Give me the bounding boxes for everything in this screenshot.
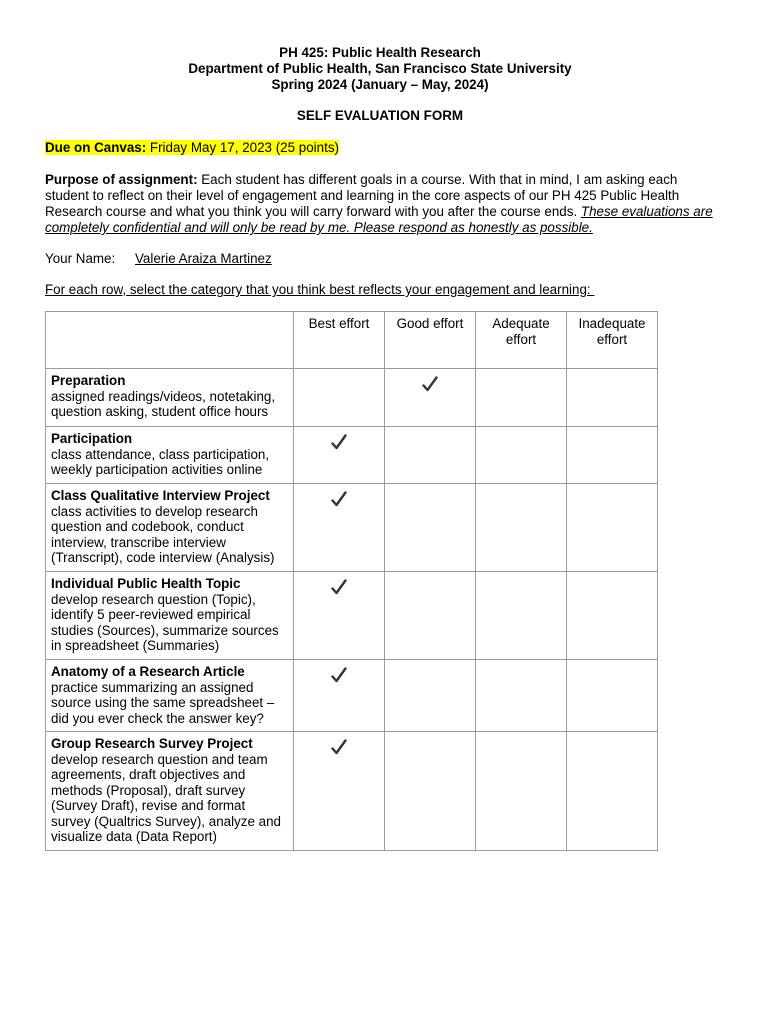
column-header-adequate: Adequate effort bbox=[476, 312, 567, 369]
column-header-best: Best effort bbox=[294, 312, 385, 369]
table-row bbox=[46, 484, 658, 572]
document-header bbox=[45, 45, 715, 93]
due-line bbox=[45, 140, 715, 156]
due-label: Due on Canvas: bbox=[45, 140, 147, 155]
rating-cell-adequate[interactable] bbox=[476, 732, 567, 851]
rating-cell-adequate[interactable] bbox=[476, 660, 567, 732]
purpose-text: Each student has different goals in a course. With that in mind, I am asking each student to reflect on their level of engagement and learning in the core aspects of our PH 425 Public Health Research course and what you think you will carry forward with you after the course ends. bbox=[45, 172, 680, 219]
purpose-paragraph bbox=[45, 172, 715, 236]
rating-cell-best[interactable] bbox=[294, 732, 385, 851]
due-value: Friday May 17, 2023 (25 points) bbox=[146, 140, 339, 155]
purpose-label: Purpose of assignment: bbox=[45, 172, 198, 187]
department-name: Department of Public Health, San Francisco State University bbox=[188, 61, 572, 76]
document-page bbox=[45, 45, 715, 298]
table-row bbox=[46, 427, 658, 484]
confidentiality-note: These evaluations are completely confidential and will only be read by me. Please respond as honestly as possible. bbox=[45, 204, 713, 235]
category-title: Preparation bbox=[51, 373, 126, 388]
rating-cell-inadequate[interactable] bbox=[567, 484, 658, 572]
rating-cell-good[interactable] bbox=[385, 572, 476, 660]
rating-cell-inadequate[interactable] bbox=[567, 732, 658, 851]
category-title: Anatomy of a Research Article bbox=[51, 664, 245, 679]
table-row bbox=[46, 732, 658, 851]
category-description: develop research question (Topic), identify 5 peer-reviewed empirical studies (Sources), summarize sources in spreadsheet (Summaries) bbox=[51, 591, 279, 653]
category-description: class attendance, class participation, weekly participation activities online bbox=[51, 446, 270, 477]
category-description: develop research question and team agreements, draft objectives and methods (Proposal), draft survey (Survey Draft), revise and format survey (Qualtrics Survey), analyze and visualize data (Data Report) bbox=[51, 751, 281, 844]
check-icon bbox=[330, 666, 348, 684]
term-line: Spring 2024 (January – May, 2024) bbox=[271, 77, 489, 92]
check-icon bbox=[330, 433, 348, 451]
rating-cell-good[interactable] bbox=[385, 732, 476, 851]
name-value[interactable]: Valerie Araiza Martinez bbox=[135, 251, 272, 266]
rating-cell-adequate[interactable] bbox=[476, 427, 567, 484]
rating-cell-good[interactable] bbox=[385, 369, 476, 427]
category-description: class activities to develop research question and codebook, conduct interview, transcribe interview (Transcript), code interview (Analysis) bbox=[51, 503, 275, 565]
rating-cell-best[interactable] bbox=[294, 484, 385, 572]
rating-cell-good[interactable] bbox=[385, 427, 476, 484]
category-cell bbox=[46, 572, 294, 660]
evaluation-table bbox=[45, 311, 658, 851]
column-header-good: Good effort bbox=[385, 312, 476, 369]
check-icon bbox=[330, 578, 348, 596]
name-line bbox=[45, 251, 715, 267]
category-cell bbox=[46, 427, 294, 484]
course-title: PH 425: Public Health Research bbox=[279, 45, 481, 60]
category-cell bbox=[46, 732, 294, 851]
category-cell bbox=[46, 484, 294, 572]
instruction-text: For each row, select the category that you think best reflects your engagement and learning: bbox=[45, 282, 595, 297]
form-title: SELF EVALUATION FORM bbox=[296, 108, 464, 123]
check-icon bbox=[330, 738, 348, 756]
name-label: Your Name: bbox=[45, 251, 116, 266]
category-title: Individual Public Health Topic bbox=[51, 576, 241, 591]
table-row bbox=[46, 660, 658, 732]
rating-cell-inadequate[interactable] bbox=[567, 572, 658, 660]
rating-cell-best[interactable] bbox=[294, 660, 385, 732]
rating-cell-best[interactable] bbox=[294, 427, 385, 484]
check-icon bbox=[330, 490, 348, 508]
check-icon bbox=[421, 375, 439, 393]
rating-cell-adequate[interactable] bbox=[476, 572, 567, 660]
table-corner-cell bbox=[46, 312, 294, 369]
rating-cell-inadequate[interactable] bbox=[567, 427, 658, 484]
rating-cell-inadequate[interactable] bbox=[567, 660, 658, 732]
table-row bbox=[46, 572, 658, 660]
rating-cell-best[interactable] bbox=[294, 572, 385, 660]
category-title: Class Qualitative Interview Project bbox=[51, 488, 270, 503]
rating-cell-good[interactable] bbox=[385, 484, 476, 572]
rating-cell-adequate[interactable] bbox=[476, 369, 567, 427]
category-title: Group Research Survey Project bbox=[51, 736, 253, 751]
category-description: practice summarizing an assigned source using the same spreadsheet – did you ever check the answer key? bbox=[51, 679, 275, 726]
category-cell bbox=[46, 369, 294, 427]
rating-cell-good[interactable] bbox=[385, 660, 476, 732]
rating-cell-inadequate[interactable] bbox=[567, 369, 658, 427]
table-header-row bbox=[46, 312, 658, 369]
category-cell bbox=[46, 660, 294, 732]
rating-cell-best[interactable] bbox=[294, 369, 385, 427]
rating-cell-adequate[interactable] bbox=[476, 484, 567, 572]
category-title: Participation bbox=[51, 431, 133, 446]
category-description: assigned readings/videos, notetaking, question asking, student office hours bbox=[51, 388, 276, 419]
table-row bbox=[46, 369, 658, 427]
column-header-inadequate: Inadequate effort bbox=[567, 312, 658, 369]
